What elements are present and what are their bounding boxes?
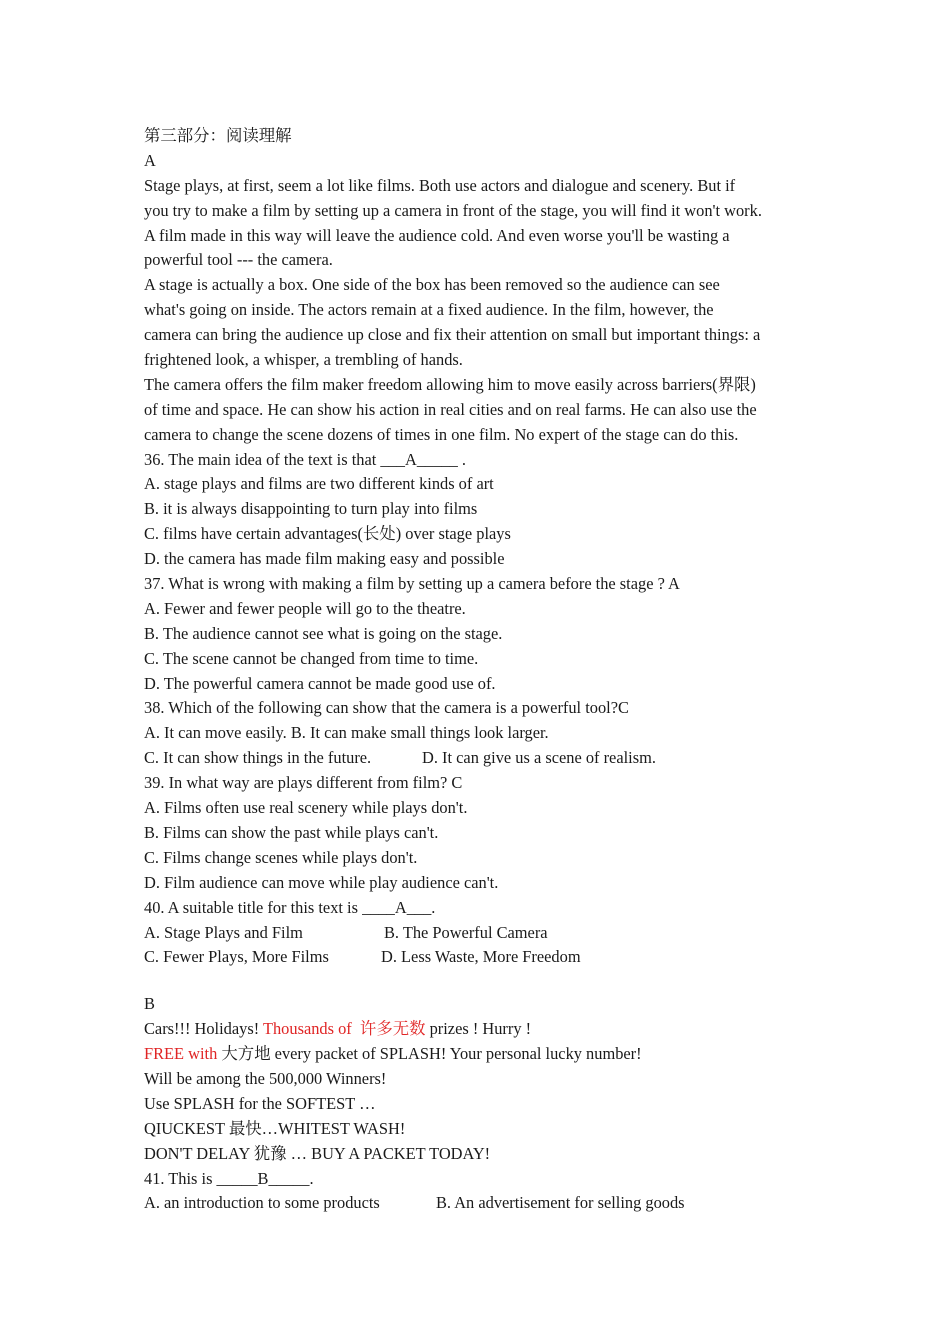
answer-option: A. Fewer and fewer people will go to the theatre. <box>144 598 466 618</box>
answer-option: B. it is always disappointing to turn play into films <box>144 499 478 519</box>
question-stem: 41. This is _____B_____. <box>144 1168 314 1188</box>
answer-option-row <box>144 945 814 970</box>
answer-option: B. The Powerful Camera <box>384 922 548 942</box>
ad-line: QIUCKEST 最快…WHITEST WASH! <box>144 1118 406 1138</box>
answer-option: A. Films often use real scenery while plays don't. <box>144 798 468 818</box>
ad-highlight-text: FREE with <box>144 1044 218 1064</box>
text-line: of time and space. He can show his action in real cities and on real farms. He can also use the <box>144 399 757 419</box>
question-37 <box>144 572 814 696</box>
question-40 <box>144 896 814 971</box>
question-stem: 40. A suitable title for this text is ____A___. <box>144 897 436 917</box>
question-stem: 36. The main idea of the text is that ___A_____ . <box>144 449 466 469</box>
answer-option: C. Fewer Plays, More Films <box>144 947 329 967</box>
ad-line: Use SPLASH for the SOFTEST … <box>144 1093 376 1113</box>
answer-option: B. Films can show the past while plays can't. <box>144 822 439 842</box>
answer-option: B. The audience cannot see what is going on the stage. <box>144 623 503 643</box>
question-stem: 38. Which of the following can show that the camera is a powerful tool?C <box>144 698 629 718</box>
text-line: what's going on inside. The actors remain at a fixed audience. In the film, however, the <box>144 300 714 320</box>
document-page <box>144 124 814 1216</box>
section-gap <box>144 970 814 992</box>
question-stem: 39. In what way are plays different from film? C <box>144 773 463 793</box>
answer-option-row <box>144 1191 814 1216</box>
answer-option: D. It can give us a scene of realism. <box>422 748 656 768</box>
answer-option: A. It can move easily. B. It can make small things look larger. <box>144 723 549 743</box>
answer-option: A. an introduction to some products <box>144 1193 380 1213</box>
text-line: you try to make a film by setting up a camera in front of the stage, you will find it won't work. <box>144 200 762 220</box>
section-title: 第三部分：阅读理解 <box>144 126 292 145</box>
ad-highlight-text: Thousands of 许多无数 <box>262 1019 426 1039</box>
text-line: The camera offers the film maker freedom allowing him to move easily across barriers(界限) <box>144 374 756 394</box>
text-line: frightened look, a whisper, a trembling of hands. <box>144 350 463 370</box>
question-41 <box>144 1167 814 1217</box>
passage-a-label: A <box>144 150 156 170</box>
ad-line: DON'T DELAY 犹豫 … BUY A PACKET TODAY! <box>144 1143 491 1163</box>
answer-option: D. Less Waste, More Freedom <box>381 947 581 967</box>
passage-a-paragraph-3 <box>144 373 814 448</box>
answer-option: B. An advertisement for selling goods <box>436 1193 685 1213</box>
answer-option: C. The scene cannot be changed from time to time. <box>144 648 479 668</box>
answer-option: D. The powerful camera cannot be made good use of. <box>144 673 496 693</box>
passage-b-label: B <box>144 994 155 1014</box>
answer-option: C. films have certain advantages(长处) over stage plays <box>144 524 511 544</box>
answer-option: D. the camera has made film making easy and possible <box>144 549 505 569</box>
answer-option: D. Film audience can move while play audience can't. <box>144 872 499 892</box>
question-38 <box>144 696 814 771</box>
ad-text: 大方地 every packet of SPLASH! Your personal lucky number! <box>217 1044 642 1064</box>
text-line: camera can bring the audience up close and fix their attention on small but important things: a <box>144 325 761 345</box>
ad-line <box>144 1042 814 1067</box>
answer-option: A. Stage Plays and Film <box>144 922 303 942</box>
text-line: Stage plays, at first, seem a lot like films. Both use actors and dialogue and scenery. But if <box>144 175 736 195</box>
ad-text: Cars!!! Holidays! <box>144 1019 263 1039</box>
text-line: A film made in this way will leave the audience cold. And even worse you'll be wasting a <box>144 225 730 245</box>
ad-line: Will be among the 500,000 Winners! <box>144 1068 387 1088</box>
answer-option-row <box>144 921 814 946</box>
text-line: powerful tool --- the camera. <box>144 250 333 270</box>
passage-a-paragraph-1 <box>144 174 814 274</box>
text-line: A stage is actually a box. One side of the box has been removed so the audience can see <box>144 275 720 295</box>
text-line: camera to change the scene dozens of times in one film. No expert of the stage can do this. <box>144 424 739 444</box>
question-36 <box>144 448 814 572</box>
passage-a-paragraph-2 <box>144 273 814 373</box>
ad-text: prizes ! Hurry ! <box>425 1019 532 1039</box>
answer-option: C. Films change scenes while plays don't. <box>144 847 418 867</box>
question-39 <box>144 771 814 895</box>
answer-option: C. It can show things in the future. <box>144 748 372 768</box>
answer-option-row <box>144 746 814 771</box>
ad-line <box>144 1017 814 1042</box>
answer-option: A. stage plays and films are two different kinds of art <box>144 474 494 494</box>
question-stem: 37. What is wrong with making a film by setting up a camera before the stage ? A <box>144 574 680 594</box>
